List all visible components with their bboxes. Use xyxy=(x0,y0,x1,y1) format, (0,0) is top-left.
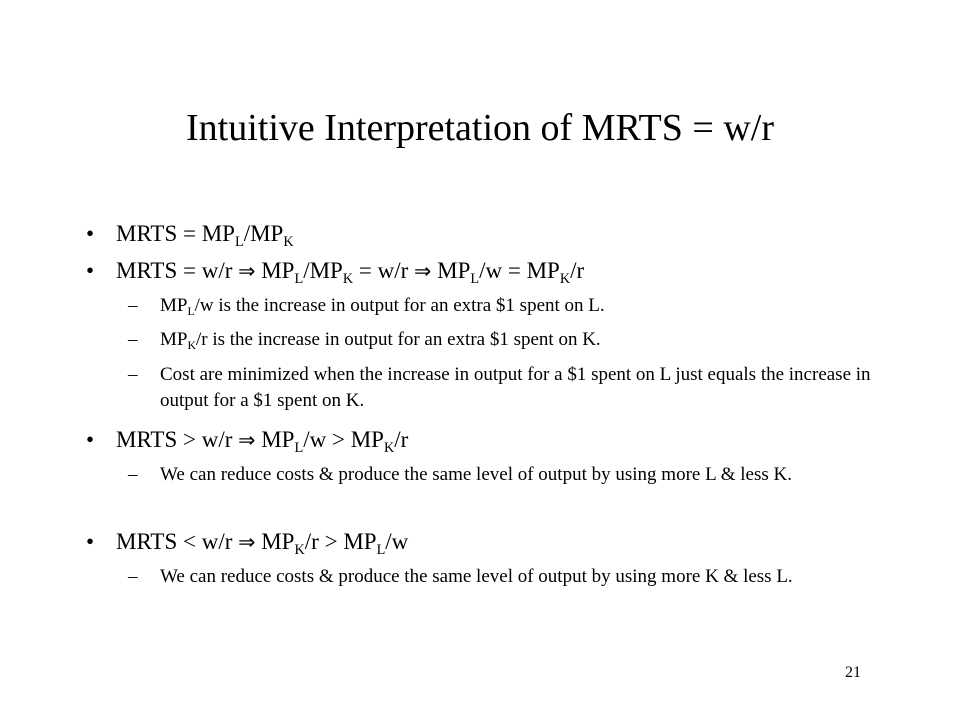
dash-icon: – xyxy=(128,566,138,587)
sub-item-use-more-l: – We can reduce costs & produce the same level of output by using more L & less K. xyxy=(160,462,880,488)
dash-icon: – xyxy=(128,329,138,350)
sub-item-use-more-k: – We can reduce costs & produce the same level of output by using more K & less L. xyxy=(160,564,880,590)
bullet-icon: • xyxy=(86,258,95,283)
dash-icon: – xyxy=(128,464,138,485)
sub-item-mpl-per-w: – $MP_L/w$ is the increase in output for an extra $1 spent on L. xyxy=(128,295,605,319)
implies-arrow-icon: ⇒ xyxy=(238,259,256,283)
bullet-icon: • xyxy=(86,221,95,246)
dash-icon: – xyxy=(128,295,138,316)
slide-title: Intuitive Interpretation of MRTS = w/r xyxy=(186,107,774,149)
implies-arrow-icon: ⇒ xyxy=(238,530,256,554)
sub-item-cost-minimized: – Cost are minimized when the increase in output for a $1 spent on L just equals the increase in output for a $1 spent on K. xyxy=(128,364,871,411)
bullet-mrts-less: • MRTS < w/r ⇒ $MP_K/r > MP_L/w$ xyxy=(86,529,409,559)
dash-icon: – xyxy=(128,364,138,385)
bullet-mrts-equals-wr: • MRTS = w/r ⇒ $MP_L/MP_K = w/r$ ⇒ $MP_L/w = MP_K/r$ xyxy=(86,258,585,288)
bullet-mrts-greater: • MRTS > w/r ⇒ $MP_L/w > MP_K/r$ xyxy=(86,427,409,457)
implies-arrow-icon: ⇒ xyxy=(414,259,432,283)
bullet-icon: • xyxy=(86,427,95,452)
bullet-mrts-definition: • MRTS = $MP_L/MP_K$ xyxy=(86,221,294,251)
page-number: 21 xyxy=(845,664,861,681)
bullet-icon: • xyxy=(86,529,95,554)
sub-item-mpk-per-r: – $MP_K/r$ is the increase in output for an extra $1 spent on K. xyxy=(128,329,601,353)
implies-arrow-icon: ⇒ xyxy=(238,428,256,452)
